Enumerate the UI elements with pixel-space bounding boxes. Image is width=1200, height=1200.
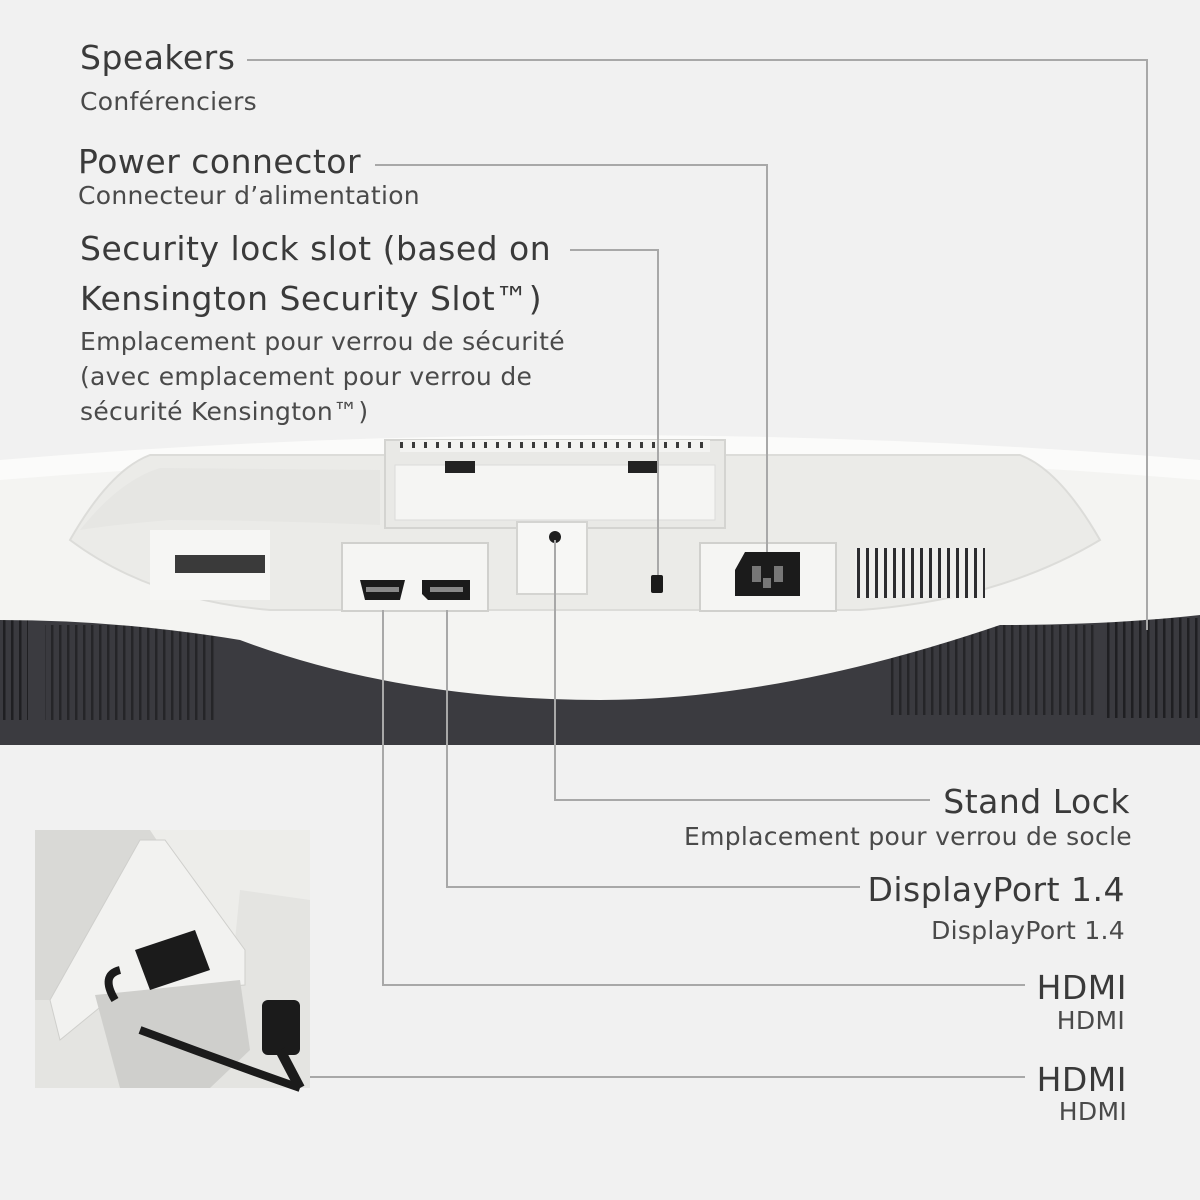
power-connector-label-fr: Connecteur d’alimentation [78, 181, 420, 210]
security-lock-label-fr-line-2: (avec emplacement pour verrou de [80, 362, 533, 391]
stand-lock-label: Stand Lock [943, 782, 1130, 821]
hdmi-2-label-fr: HDMI [1058, 1097, 1127, 1126]
security-lock-label-line-2: Kensington Security Slot™) [80, 279, 543, 318]
displayport-port [422, 580, 470, 600]
displayport-label-fr: DisplayPort 1.4 [931, 916, 1125, 945]
speakers-label-fr: Conférenciers [80, 87, 258, 116]
displayport-label: DisplayPort 1.4 [867, 870, 1125, 909]
speakers-label: Speakers [80, 38, 236, 77]
hdmi-2-label: HDMI [1036, 1060, 1127, 1099]
security-lock-label-fr-line-3: sécurité Kensington™) [80, 397, 369, 426]
cable-management-inset [35, 830, 310, 1088]
hdmi-port [360, 580, 405, 600]
security-lock-label-block [80, 224, 565, 429]
stand-lock-label-fr: Emplacement pour verrou de socle [684, 822, 1132, 851]
security-lock-label-fr-line-1: Emplacement pour verrou de sécurité [80, 327, 565, 356]
hdmi-1-label: HDMI [1036, 968, 1127, 1007]
hdmi-1-label-fr: HDMI [1056, 1006, 1125, 1035]
security-lock-label-line-1: Security lock slot (based on [80, 229, 552, 268]
security-lock-slot [651, 575, 663, 593]
power-socket [735, 552, 800, 596]
power-connector-label: Power connector [78, 142, 362, 181]
